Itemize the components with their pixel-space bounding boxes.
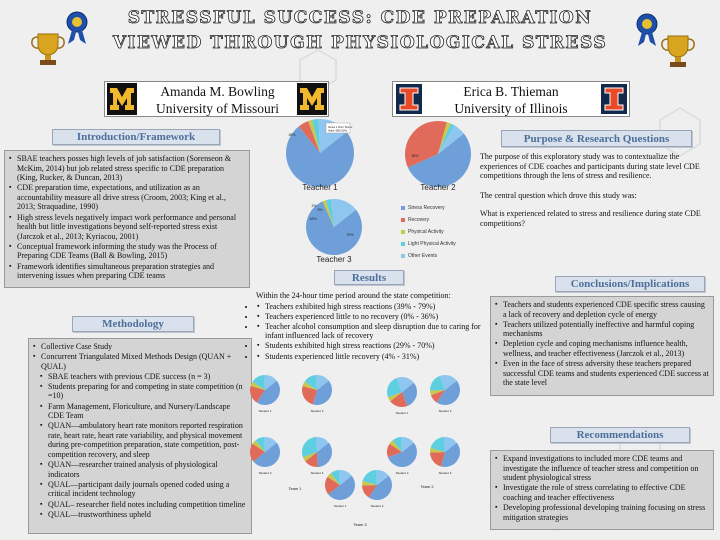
method-bullet: ▪ Concurrent Triangulated Mixed Methods Design (QUAN + QUAL): [32, 352, 248, 371]
trophy-icon: [30, 30, 66, 66]
teacher-pie-title-1: Teacher 1: [302, 183, 338, 192]
teacher1-tooltip-line2: Value: 588 (15%): [328, 129, 348, 133]
teacher3-label-stress: 79%: [346, 233, 354, 237]
legend-item: [401, 253, 456, 259]
results-bullet: ▪ • Teacher alcohol consumption and sleep disruption due to caring for infant influenced lack of recovery: [256, 322, 486, 341]
method-bullet-list: [32, 342, 248, 519]
legend-label: Recovery: [408, 217, 430, 223]
student-pie-charts: [250, 370, 470, 540]
blue-ribbon-icon-right: [632, 12, 662, 48]
team2-student4-label: Student 4: [438, 471, 452, 475]
results-bullet: ▪ • Students exhibited high stress reactions (29% - 70%): [256, 341, 486, 351]
team3-student2-label: Student 2: [370, 504, 384, 508]
team2-student3-pie: [387, 437, 417, 467]
team3-student1-label: Student 1: [333, 504, 347, 508]
trophy-icon-right: [660, 32, 696, 68]
teacher3-label-other: 16%: [309, 217, 317, 221]
legend-item: [401, 205, 456, 211]
teacher1-label-other: 26%: [288, 133, 296, 137]
legend-label: Stress Recovery: [408, 205, 445, 211]
legend-swatch: [401, 254, 405, 258]
teacher-pie-title-3: Teacher 3: [316, 255, 352, 264]
intro-bullet: ▪ High stress levels negatively impact work performance and personal health but little investigations beyond self-reported stress exist (Jarczok et al., 2013; Kyriacou, 2001): [8, 213, 246, 242]
team2-student4-pie: [430, 437, 460, 467]
legend-label: Physical Activity: [408, 229, 444, 235]
team1-student4-pie: [302, 437, 332, 467]
conclusion-bullet: ▪ Even in the face of stress adversity these teachers prepared successful CDE teams and students experienced CDE success at the state level: [494, 359, 710, 388]
pie-legend: [401, 205, 456, 265]
intro-bullet: ▪ CDE preparation time, expectations, and utilization as an accountability measure all drive stress (Croom, 2003; King et al., 2013; Straquadine, 1990): [8, 183, 246, 212]
legend-swatch: [401, 218, 405, 222]
purpose-header: Purpose & Research Questions: [501, 130, 692, 147]
conclusions-bullet-list: [494, 300, 710, 388]
research-question: What is experienced related to stress and resilience during state CDE competitions?: [480, 209, 701, 228]
purpose-body: [480, 152, 716, 229]
method-bullet: ▪ QUAL– researcher field notes including competition timeline: [32, 500, 248, 510]
method-bullet: ▪ Students preparing for and competing in state competition (n =10): [32, 382, 248, 401]
team2-student3-label: Student 3: [395, 471, 409, 475]
method-bullet: ▪ Collective Case Study: [32, 342, 248, 352]
team3-student1-pie: [325, 470, 355, 500]
team1-student2-pie: [302, 375, 332, 405]
conclusions-header: Conclusions/Implications: [555, 276, 705, 292]
recommendation-bullet: ▪ Developing professional developing training focusing on stress mitigation strategies: [494, 503, 710, 522]
conclusions-box: [490, 296, 714, 396]
method-box: [28, 338, 252, 534]
recommendations-header: Recommendations: [550, 427, 690, 443]
intro-header: Introduction/Framework: [52, 129, 220, 145]
team1-label: Team 1: [288, 486, 302, 491]
intro-box: [4, 150, 250, 288]
conclusion-bullet: ▪ Teachers utilized potentially ineffective and harmful coping mechanisms: [494, 320, 710, 339]
affiliation-illinois: University of Illinois: [454, 101, 568, 116]
legend-label: Light Physical Activity: [408, 241, 456, 247]
method-header: Methodology: [72, 316, 194, 332]
central-question-intro: The central question which drove this study was:: [480, 190, 637, 200]
results-header: Results: [334, 270, 404, 285]
method-bullet: ▪ QUAL—trustworthiness upheld: [32, 510, 248, 520]
recommendation-bullet: ▪ Expand investigations to included more CDE teams and investigate the influence of teacher stress and competition on student physiological stress: [494, 454, 710, 483]
intro-bullet-list: [8, 154, 246, 281]
purpose-paragraph: The purpose of this exploratory study was to contextualize the experiences of CDE coaches and participants during state level CDE competitions through the lens of stress and resilience.: [480, 152, 700, 181]
conclusion-bullet: ▪ Teachers and students experienced CDE specific stress causing a lack of recovery and depletion cycle of energy: [494, 300, 710, 319]
mizzou-logo-icon: [107, 83, 137, 115]
intro-bullet: ▪ Conceptual framework informing the study was the Process of Preparing CDE Teams (Ball & Bowling, 2015): [8, 242, 246, 261]
teacher-pie-title-2: Teacher 2: [420, 183, 456, 192]
results-bullet: ▪ • Students experienced little recovery (4% - 31%): [256, 352, 486, 362]
teacher1-tooltip-line1: Series 1 Point 'Stress': [328, 126, 353, 129]
team2-student1-pie: [387, 377, 417, 407]
author-name-thieman: Erica B. Thieman: [463, 84, 559, 99]
team1-student1-pie: [250, 375, 280, 405]
author-name-bowling: Amanda M. Bowling: [160, 84, 275, 99]
legend-swatch: [401, 242, 405, 246]
title-line-1: STRESSFUL SUCCESS: CDE PREPARATION: [127, 8, 593, 28]
results-bullet: ▪ • Teachers experienced little to no recovery (0% - 36%): [256, 312, 486, 322]
method-bullet: ▪ QUAN—ambulatory heart rate monitors reported respiration rate, heart rate, heart rate variability, and physical movement during pre-competition preparation, state competition, post-competition recovery, and sleep: [32, 421, 248, 459]
results-bullet-list: [256, 302, 486, 362]
results-intro: Within the 24-hour time period around the state competition:: [256, 291, 451, 300]
team2-label: Team 2: [420, 484, 434, 489]
legend-swatch: [401, 230, 405, 234]
legend-item: [401, 217, 456, 223]
intro-bullet: ▪ Framework identifies simultaneous preparation strategies and intervening issues when preparing CDE teams: [8, 262, 246, 281]
conclusion-bullet: ▪ Depletion cycle and coping mechanisms influence health, wellness, and teacher effectiveness (Jarczok et al., 2013): [494, 339, 710, 358]
team1-student3-pie: [250, 437, 280, 467]
teacher2-label-recovery: 36%: [411, 154, 419, 158]
legend-swatch: [401, 206, 405, 210]
recommendations-box: [490, 450, 714, 530]
results-body: [256, 291, 486, 371]
method-bullet: ▪ QUAL—participant daily journals opened coded using a critical incident technology: [32, 480, 248, 499]
team3-student2-pie: [362, 470, 392, 500]
team3-label: Team 3: [353, 522, 367, 527]
affiliation-missouri: University of Missouri: [156, 101, 279, 116]
team2-student2-label: Student 2: [438, 409, 452, 413]
blue-ribbon-icon: [62, 10, 92, 46]
method-bullet: ▪ SBAE teachers with previous CDE success (n = 3): [32, 372, 248, 382]
team2-student2-pie: [430, 375, 460, 405]
illinois-logo-icon-2: [601, 84, 627, 114]
recommendation-bullet: ▪ Investigate the role of stress correlating to effective CDE coaching and teacher effectiveness: [494, 483, 710, 502]
intro-bullet: ▪ SBAE teachers posses high levels of job satisfaction (Sorenseon & McKim, 2014) but job related stress specific to CDE preparation (King, Rucker, & Duncan, 2013): [8, 154, 246, 183]
legend-label: Other Events: [408, 253, 438, 259]
teacher3-label-physical: 2%: [311, 204, 317, 208]
method-bullet: ▪ QUAN—researcher trained analysis of physiological indicators: [32, 460, 248, 479]
teacher3-label-light: 3%: [317, 208, 323, 212]
team1-student1-label: Student 1: [258, 409, 272, 413]
team1-student2-label: Student 2: [310, 409, 324, 413]
method-bullet: ▪ Farm Management, Floriculture, and Nursery/Landscape CDE Team: [32, 402, 248, 421]
team1-student3-label: Student 3: [258, 471, 272, 475]
legend-item: [401, 241, 456, 247]
team2-student1-label: Student 1: [395, 411, 409, 415]
title-line-2: VIEWED THROUGH PHYSIOLOGICAL STRESS: [112, 33, 608, 53]
team1-student4-label: Student 4: [310, 471, 324, 475]
recommendations-bullet-list: [494, 454, 710, 522]
legend-item: [401, 229, 456, 235]
results-bullet: ▪ • Teachers exhibited high stress reactions (39% - 79%): [256, 302, 486, 312]
